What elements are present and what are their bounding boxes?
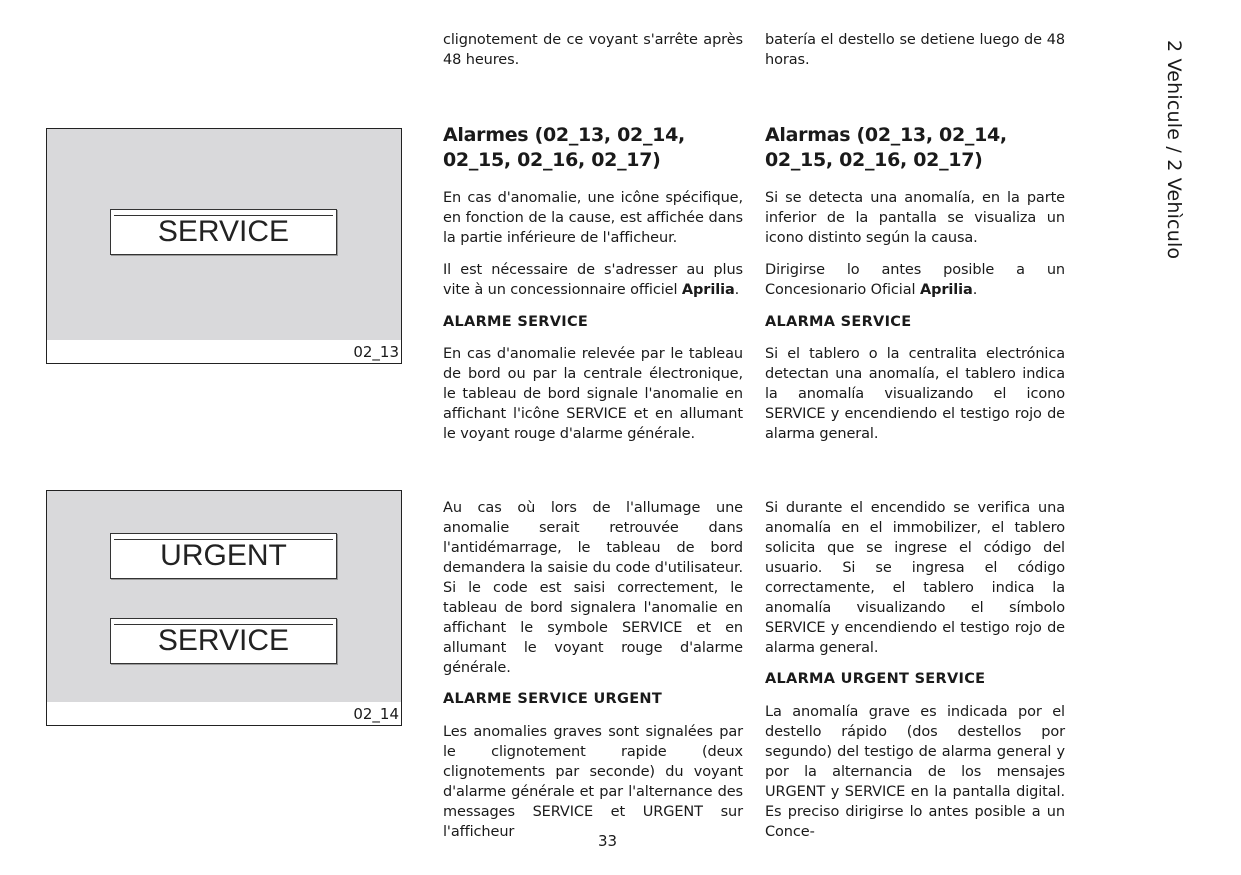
es-paragraph-2: Dirigirse lo antes posible a un Concesionario Oficial Aprilia. [765,262,1065,298]
dashboard-display-image [47,491,401,702]
fr-subheading-service: ALARME SERVICE [443,314,589,330]
service-warning-box: SERVICE [110,618,337,664]
fr-heading: Alarmes (02_13, 02_14, 02_15, 02_16, 02_17) [443,124,685,171]
french-column-top [443,30,743,70]
brand-name: Aprilia [919,282,973,298]
fr-paragraph-4: Au cas où lors de l'allumage une anomalie serait retrouvée dans l'antidémarrage, le tableau de bord demandera la saisie du code d'utilisateur. Si le code est saisi correctement, le tableau de bord signalera l'anomalie en affichant le symbole SERVICE et en allumant le voyant rouge d'alarme générale. [443,500,743,676]
spanish-column-alarms [765,123,1065,444]
chapter-side-tab-text: 2 Vehicule / 2 Vehìculo [1163,40,1185,260]
es-paragraph-1: Si se detecta una anomalía, en la parte inferior de la pantalla se visualiza un icono distinto según la causa. [765,190,1065,246]
spanish-column-top [765,30,1065,70]
page-number: 33 [597,832,618,850]
french-column-alarms [443,123,743,444]
es-paragraph-4: Si durante el encendido se verifica una anomalía en el immobilizer, el tablero solicita que se ingrese el código del usuario. Si se ingresa el código correctamente, el tablero indica la anomalía visualizando el símbolo SERVICE y encendiendo el testigo rojo de alarma general. [765,500,1065,656]
french-column-urgent [443,498,743,842]
es-paragraph-5: La anomalía grave es indicada por el destello rápido (dos destellos por segundo) del testigo de alarma general y por la alternancia de los mensajes URGENT y SERVICE en la pantalla digital. Es preciso dirigirse lo antes posible a un Conce- [765,704,1065,840]
fr-paragraph-3: En cas d'anomalie relevée par le tableau de bord ou par la centrale électronique, le tableau de bord signale l'anomalie en affichant l'icône SERVICE et en allumant le voyant rouge d'alarme générale. [443,346,743,442]
es-subheading-service: ALARMA SERVICE [765,314,912,330]
figure-label: 02_14 [353,705,399,723]
brand-name: Aprilia [681,282,735,298]
dashboard-display-image [47,129,401,340]
es-heading: Alarmas (02_13, 02_14, 02_15, 02_16, 02_17) [765,124,1007,171]
fr-paragraph-1: En cas d'anomalie, une icône spécifique, en fonction de la cause, est affichée dans la partie inférieure de l'afficheur. [443,190,743,246]
fr-paragraph-5: Les anomalies graves sont signalées par le clignotement rapide (deux clignotements par seconde) du voyant d'alarme générale et par l'alternance des messages SERVICE et URGENT sur l'afficheur [443,724,743,840]
figure-label: 02_13 [353,343,399,361]
es-paragraph-3: Si el tablero o la centralita electrónica detectan una anomalía, el tablero indica la anomalía visualizando el icono SERVICE y encendiendo el testigo rojo de alarma general. [765,346,1065,442]
urgent-warning-box: URGENT [110,533,337,579]
fr-subheading-urgent: ALARME SERVICE URGENT [443,691,663,707]
figure-02-13 [46,128,402,364]
spanish-column-urgent [765,498,1065,842]
service-warning-box: SERVICE [110,209,337,255]
figure-02-14 [46,490,402,726]
fr-paragraph-2: Il est nécessaire de s'adresser au plus vite à un concessionnaire officiel Aprilia. [443,262,743,298]
es-subheading-urgent: ALARMA URGENT SERVICE [765,671,986,687]
es-top-text: batería el destello se detiene luego de 48 horas. [765,32,1065,68]
chapter-side-tab [1165,40,1205,270]
fr-top-text: clignotement de ce voyant s'arrête après 48 heures. [443,32,743,68]
